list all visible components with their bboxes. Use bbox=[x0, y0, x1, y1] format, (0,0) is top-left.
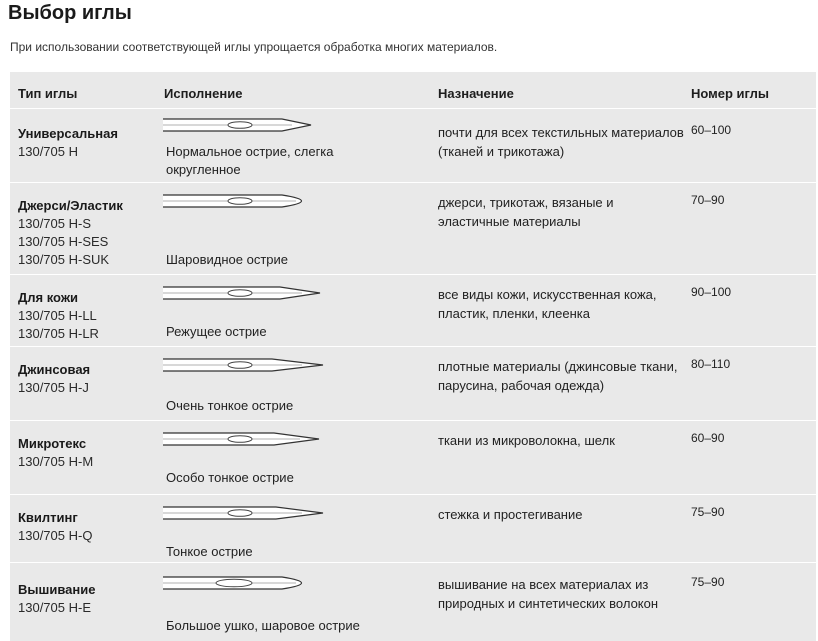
needle-code: 130/705 H-Q bbox=[18, 528, 93, 543]
type-cell bbox=[18, 197, 123, 269]
needle-icon bbox=[162, 357, 324, 373]
needle-icon bbox=[162, 285, 322, 301]
type-cell bbox=[18, 361, 90, 397]
page-subtitle: При использовании соответствующей иглы упрощается обработка многих материалов. bbox=[10, 40, 498, 54]
type-cell bbox=[18, 509, 92, 545]
needle-code: 130/705 H-SES bbox=[18, 234, 109, 249]
needle-size: 60–90 bbox=[691, 431, 725, 445]
needle-icon bbox=[162, 431, 320, 447]
needle-code: 130/705 H-E bbox=[18, 600, 91, 615]
needle-size: 70–90 bbox=[691, 193, 725, 207]
needle-type-name: Микротекс bbox=[18, 436, 87, 451]
table-header bbox=[10, 72, 816, 108]
type-cell bbox=[18, 581, 95, 617]
needle-table bbox=[10, 72, 816, 641]
point-description: Особо тонкое острие bbox=[166, 470, 294, 485]
point-description: Режущее острие bbox=[166, 324, 267, 339]
needle-code: 130/705 H-S bbox=[18, 216, 91, 231]
needle-icon bbox=[162, 117, 312, 133]
point-description: Очень тонкое острие bbox=[166, 398, 294, 413]
purpose-text: ткани из микроволокна, шелк bbox=[438, 433, 615, 448]
purpose-text: джерси, трикотаж, вязаные и эластичные материалы bbox=[438, 195, 614, 229]
needle-size: 75–90 bbox=[691, 505, 725, 519]
table-row bbox=[10, 562, 816, 641]
needle-icon bbox=[162, 505, 324, 521]
needle-type-name: Джинсовая bbox=[18, 362, 91, 377]
needle-size: 75–90 bbox=[691, 575, 725, 589]
page-title: Выбор иглы bbox=[8, 2, 132, 24]
point-description: Нормальное острие, слегка округленное bbox=[166, 144, 334, 177]
needle-type-name: Вышивание bbox=[18, 582, 96, 597]
purpose-text: почти для всех текстильных материалов (тканей и трикотажа) bbox=[438, 125, 684, 159]
table-row bbox=[10, 108, 816, 183]
needle-size: 80–110 bbox=[691, 357, 731, 371]
needle-code: 130/705 H-LL bbox=[18, 308, 97, 323]
needle-size: 60–100 bbox=[691, 123, 732, 137]
purpose-text: все виды кожи, искусственная кожа, пластик, пленки, клеенка bbox=[438, 287, 657, 321]
needle-code: 130/705 H-M bbox=[18, 454, 94, 469]
header-size: Номер иглы bbox=[691, 86, 769, 101]
type-cell bbox=[18, 289, 99, 343]
needle-icon bbox=[162, 193, 322, 209]
purpose-text: плотные материалы (джинсовые ткани, парусина, рабочая одежда) bbox=[438, 359, 678, 393]
needle-type-name: Квилтинг bbox=[18, 510, 78, 525]
header-type: Тип иглы bbox=[18, 86, 78, 101]
needle-size: 90–100 bbox=[691, 285, 732, 299]
header-purpose: Назначение bbox=[438, 86, 514, 101]
point-description: Тонкое острие bbox=[166, 544, 253, 559]
purpose-text: вышивание на всех материалах из природных и синтетических волокон bbox=[438, 577, 659, 611]
needle-icon bbox=[162, 575, 322, 591]
needle-type-name: Универсальная bbox=[18, 126, 118, 141]
needle-code: 130/705 H-SUK bbox=[18, 252, 110, 267]
type-cell bbox=[18, 435, 93, 471]
point-description: Большое ушко, шаровое острие bbox=[166, 618, 360, 633]
point-description: Шаровидное острие bbox=[166, 252, 289, 267]
needle-code: 130/705 H-LR bbox=[18, 326, 99, 341]
table-row bbox=[10, 420, 816, 495]
type-cell bbox=[18, 125, 118, 161]
header-execution: Исполнение bbox=[164, 86, 243, 101]
table-row bbox=[10, 494, 816, 563]
purpose-text: стежка и простегивание bbox=[438, 507, 583, 522]
needle-code: 130/705 H bbox=[18, 144, 78, 159]
table-row bbox=[10, 274, 816, 347]
table-row bbox=[10, 346, 816, 421]
needle-type-name: Джерси/Эластик bbox=[18, 198, 123, 213]
needle-code: 130/705 H-J bbox=[18, 380, 89, 395]
needle-type-name: Для кожи bbox=[18, 290, 79, 305]
table-row bbox=[10, 182, 816, 275]
